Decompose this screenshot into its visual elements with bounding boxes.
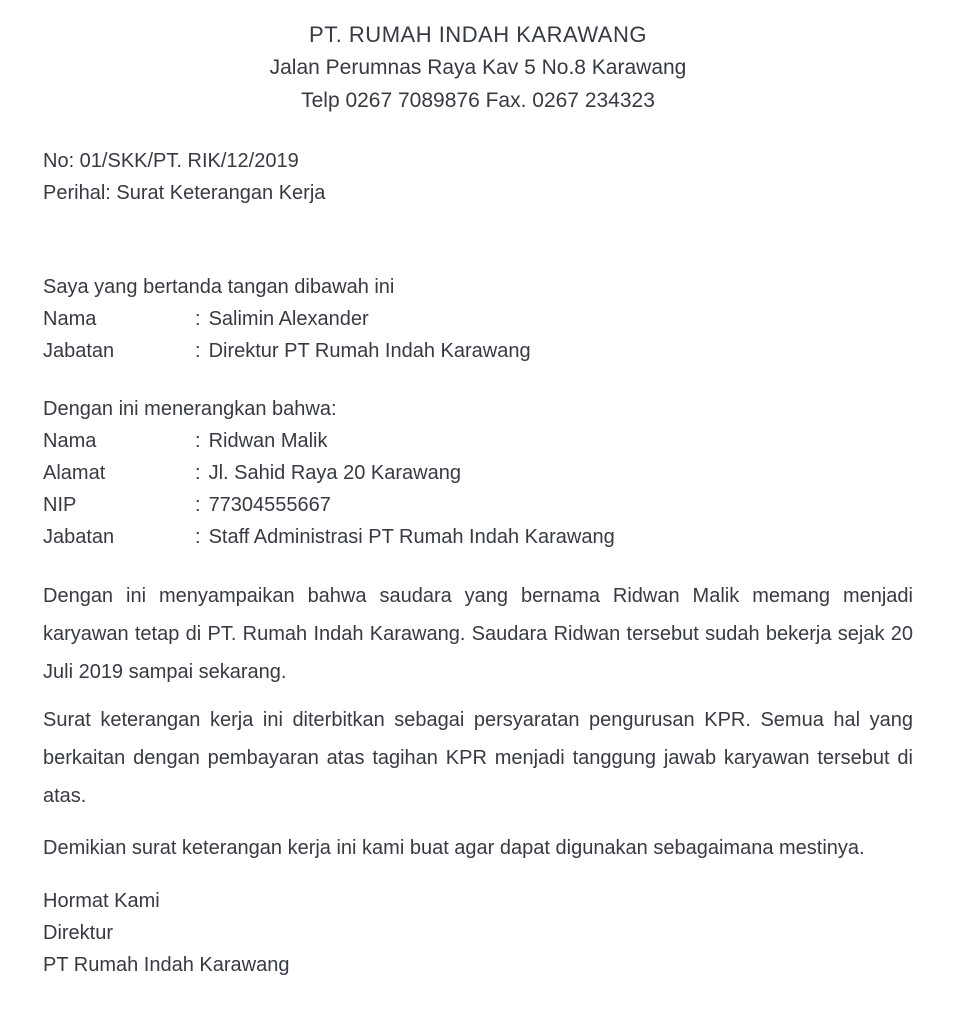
field-colon: : — [195, 494, 201, 516]
field-label: Nama — [43, 308, 97, 330]
employee-section — [43, 393, 913, 553]
employee-field-nama — [43, 425, 913, 457]
letterhead-phone-fax: Telp 0267 7089876 Fax. 0267 234323 — [301, 89, 655, 112]
letter-subject: Perihal: Surat Keterangan Kerja — [43, 182, 326, 204]
closing-signer-title: Direktur — [43, 922, 114, 944]
letterhead-company-name: PT. RUMAH INDAH KARAWANG — [309, 22, 647, 47]
employee-field-jabatan — [43, 521, 913, 553]
field-label: Alamat — [43, 462, 106, 484]
letterhead — [43, 18, 913, 117]
closing-company: PT Rumah Indah Karawang — [43, 954, 290, 976]
field-value: 77304555667 — [208, 494, 331, 516]
signer-field-nama — [43, 303, 913, 335]
letter-number: No: 01/SKK/PT. RIK/12/2019 — [43, 150, 299, 172]
closing-block — [43, 885, 913, 981]
field-colon: : — [195, 526, 201, 548]
field-colon: : — [195, 308, 201, 330]
field-colon: : — [195, 430, 201, 452]
letterhead-address: Jalan Perumnas Raya Kav 5 No.8 Karawang — [269, 56, 687, 79]
body-paragraph-closing-statement: Demikian surat keterangan kerja ini kami buat agar dapat digunakan sebagaimana mestinya. — [43, 837, 865, 859]
field-label: Jabatan — [43, 340, 115, 362]
field-value: Jl. Sahid Raya 20 Karawang — [208, 462, 461, 484]
field-label: NIP — [43, 494, 77, 516]
signer-section — [43, 271, 913, 367]
body-paragraph-kpr-purpose: Surat keterangan kerja ini diterbitkan sebagai persyaratan pengurusan KPR. Semua hal yang berkaitan dengan pembayaran atas tagihan KPR menjadi tanggung jawab karyawan tersebut di atas. — [43, 709, 913, 807]
field-value: Staff Administrasi PT Rumah Indah Karawang — [208, 526, 615, 548]
body-paragraph-employment-statement: Dengan ini menyampaikan bahwa saudara yang bernama Ridwan Malik memang menjadi karyawan tetap di PT. Rumah Indah Karawang. Saudara Ridwan tersebut sudah bekerja sejak 20 Juli 2019 sampai sekarang. — [43, 585, 913, 683]
closing-salutation: Hormat Kami — [43, 890, 160, 912]
field-value: Salimin Alexander — [208, 308, 369, 330]
signer-field-jabatan — [43, 335, 913, 367]
employee-field-nip — [43, 489, 913, 521]
employee-field-alamat — [43, 457, 913, 489]
field-value: Direktur PT Rumah Indah Karawang — [208, 340, 531, 362]
field-colon: : — [195, 462, 201, 484]
field-value: Ridwan Malik — [208, 430, 328, 452]
field-colon: : — [195, 340, 201, 362]
field-label: Nama — [43, 430, 97, 452]
employee-intro: Dengan ini menerangkan bahwa: — [43, 398, 337, 420]
reference-block — [43, 145, 913, 209]
signer-intro: Saya yang bertanda tangan dibawah ini — [43, 276, 395, 298]
field-label: Jabatan — [43, 526, 115, 548]
